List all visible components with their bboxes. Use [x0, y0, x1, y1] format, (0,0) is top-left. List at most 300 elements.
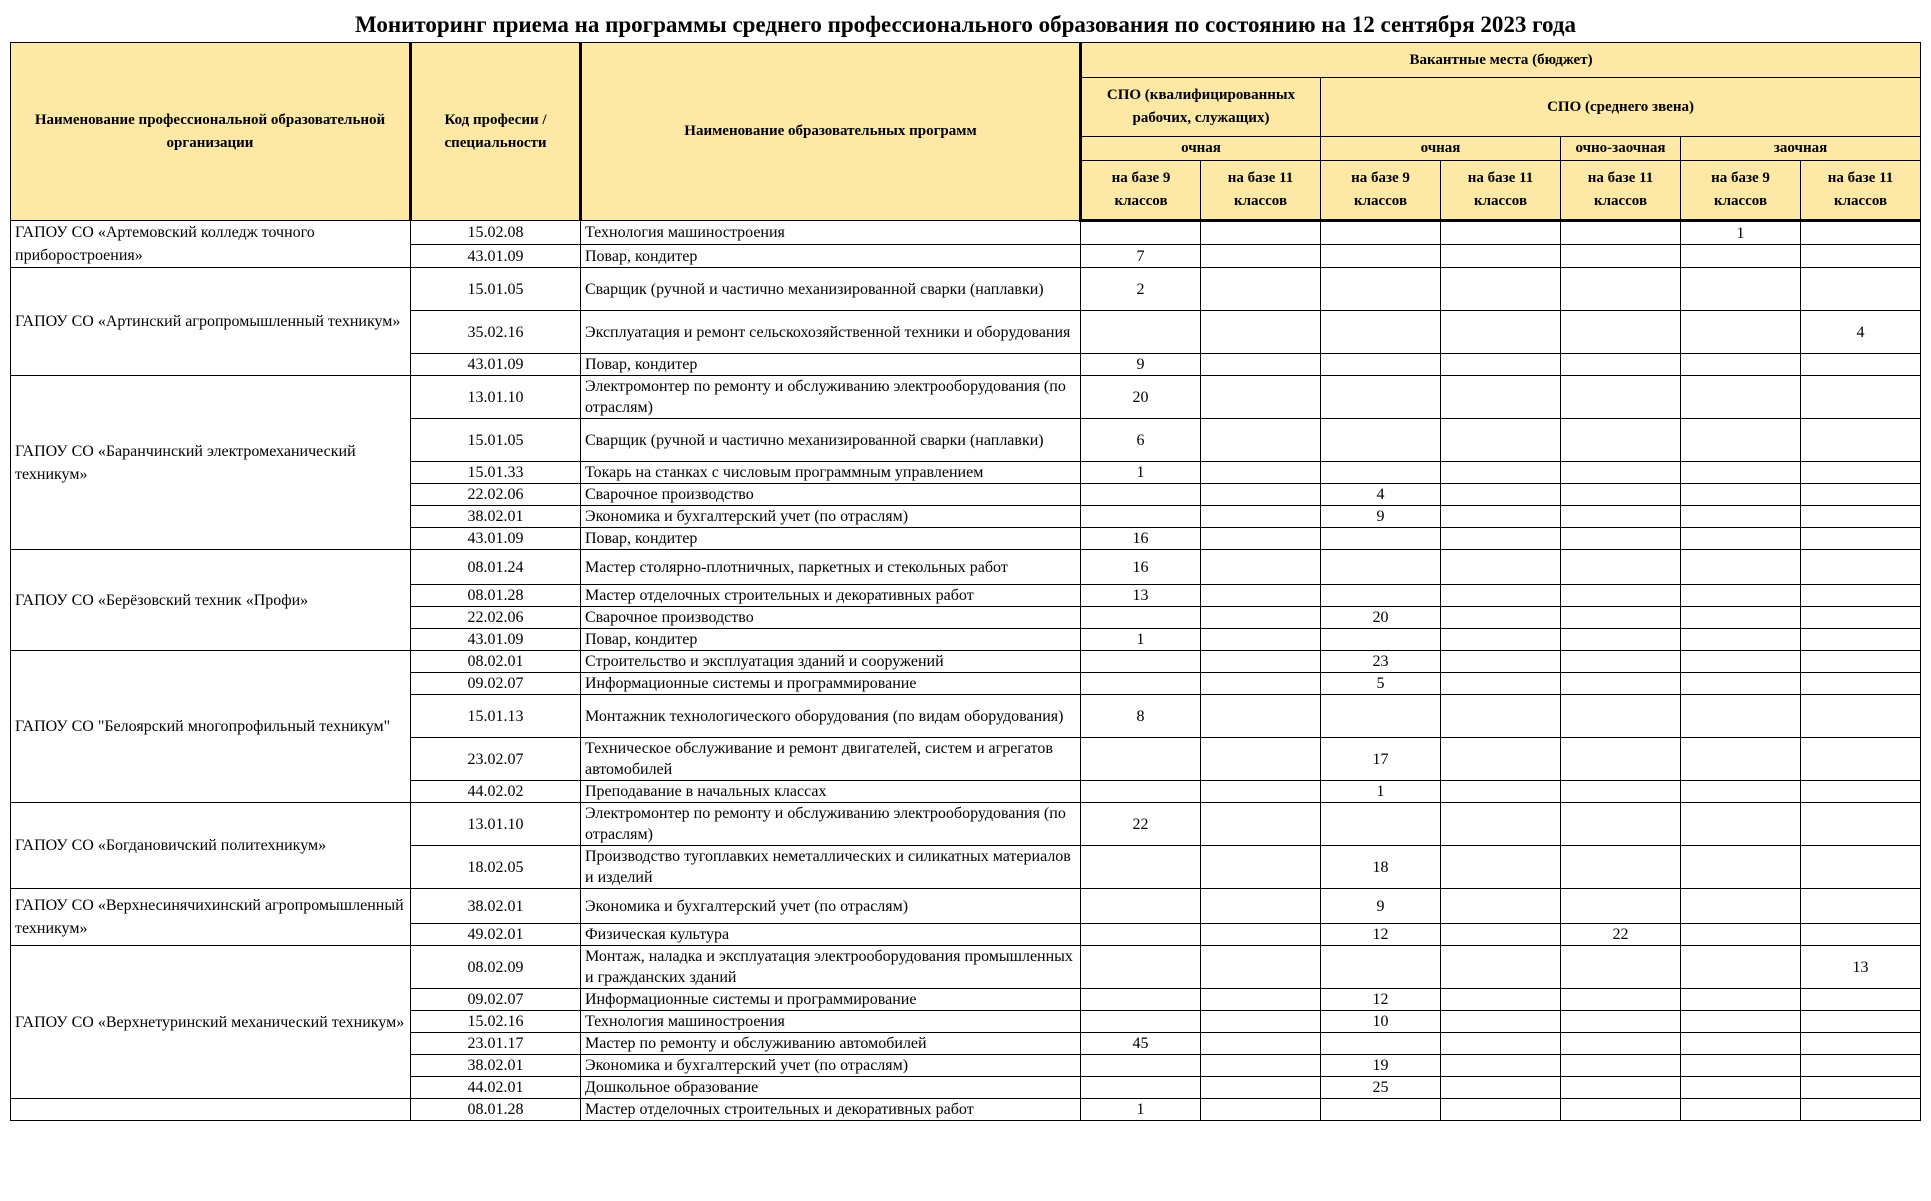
- vacancy-cell: [1321, 245, 1441, 268]
- vacancy-cell: [1681, 803, 1801, 846]
- vacancy-cell: [1561, 311, 1681, 354]
- vacancy-cell: [1081, 846, 1201, 889]
- vacancy-cell: [1561, 781, 1681, 803]
- program-cell: Сварочное производство: [581, 484, 1081, 506]
- vacancy-cell: [1201, 738, 1321, 781]
- vacancy-cell: [1081, 221, 1201, 245]
- vacancy-cell: [1201, 1011, 1321, 1033]
- vacancy-cell: [1321, 376, 1441, 419]
- org-name-cell: ГАПОУ СО «Баранчинский электромеханический техникум»: [11, 376, 411, 550]
- header-base9: на базе 9 классов: [1081, 161, 1201, 221]
- vacancy-cell: [1201, 695, 1321, 738]
- vacancy-cell: [1441, 311, 1561, 354]
- vacancy-cell: [1681, 1055, 1801, 1077]
- vacancy-cell: [1681, 245, 1801, 268]
- vacancy-cell: [1441, 924, 1561, 946]
- vacancy-cell: [1681, 268, 1801, 311]
- vacancy-cell: [1081, 889, 1201, 924]
- vacancy-cell: [1441, 1033, 1561, 1055]
- vacancy-cell: [1201, 629, 1321, 651]
- vacancy-cell: [1201, 1055, 1321, 1077]
- vacancy-cell: [1081, 1011, 1201, 1033]
- header-part-time: очно-заочная: [1561, 137, 1681, 161]
- vacancy-cell: [1081, 946, 1201, 989]
- vacancy-cell: [1681, 419, 1801, 462]
- vacancy-cell: [1441, 629, 1561, 651]
- vacancy-cell: [1681, 989, 1801, 1011]
- vacancy-cell: [1201, 607, 1321, 629]
- vacancy-cell: 18: [1321, 846, 1441, 889]
- vacancy-cell: [1081, 607, 1201, 629]
- header-full-time: очная: [1081, 137, 1321, 161]
- vacancy-cell: [1561, 846, 1681, 889]
- code-cell: 15.01.13: [411, 695, 581, 738]
- vacancy-cell: [1441, 1011, 1561, 1033]
- vacancy-cell: [1441, 607, 1561, 629]
- vacancy-cell: [1441, 550, 1561, 585]
- vacancy-cell: [1801, 1077, 1921, 1099]
- code-cell: 44.02.01: [411, 1077, 581, 1099]
- code-cell: 15.02.16: [411, 1011, 581, 1033]
- vacancy-cell: [1441, 268, 1561, 311]
- vacancy-cell: [1321, 221, 1441, 245]
- vacancy-cell: [1561, 695, 1681, 738]
- code-cell: 38.02.01: [411, 889, 581, 924]
- code-cell: 35.02.16: [411, 311, 581, 354]
- org-name-cell: ГАПОУ СО «Богдановичский политехникум»: [11, 803, 411, 889]
- program-cell: Монтажник технологического оборудования (по видам оборудования): [581, 695, 1081, 738]
- code-cell: 09.02.07: [411, 673, 581, 695]
- vacancy-cell: [1681, 1011, 1801, 1033]
- org-name-cell: ГАПОУ СО «Артинский агропромышленный техникум»: [11, 268, 411, 376]
- vacancy-cell: [1801, 585, 1921, 607]
- code-cell: 08.02.01: [411, 651, 581, 673]
- vacancy-cell: [1561, 629, 1681, 651]
- vacancy-cell: [1681, 1077, 1801, 1099]
- code-cell: 13.01.10: [411, 803, 581, 846]
- program-cell: Сварочное производство: [581, 607, 1081, 629]
- vacancy-cell: [1801, 528, 1921, 550]
- code-cell: 15.01.33: [411, 462, 581, 484]
- vacancy-cell: [1201, 1033, 1321, 1055]
- vacancy-cell: [1321, 695, 1441, 738]
- header-full-time-mid: очная: [1321, 137, 1561, 161]
- vacancy-cell: [1201, 989, 1321, 1011]
- vacancy-cell: [1681, 695, 1801, 738]
- program-cell: Экономика и бухгалтерский учет (по отраслям): [581, 889, 1081, 924]
- header-base9: на базе 9 классов: [1321, 161, 1441, 221]
- vacancy-cell: [1681, 550, 1801, 585]
- vacancy-cell: [1201, 550, 1321, 585]
- table-row: [11, 550, 1921, 585]
- vacancy-cell: [1801, 419, 1921, 462]
- program-cell: Экономика и бухгалтерский учет (по отраслям): [581, 1055, 1081, 1077]
- vacancy-cell: 5: [1321, 673, 1441, 695]
- vacancy-cell: [1441, 781, 1561, 803]
- header-code: Код професии / специальности: [411, 43, 581, 221]
- org-name-cell: ГАПОУ СО «Берёзовский техник «Профи»: [11, 550, 411, 651]
- vacancy-cell: [1681, 1099, 1801, 1121]
- vacancy-cell: [1681, 781, 1801, 803]
- program-cell: Информационные системы и программирование: [581, 989, 1081, 1011]
- vacancy-cell: 10: [1321, 1011, 1441, 1033]
- vacancy-cell: [1081, 1055, 1201, 1077]
- vacancy-cell: [1441, 506, 1561, 528]
- vacancy-cell: 9: [1321, 889, 1441, 924]
- vacancy-cell: [1561, 245, 1681, 268]
- vacancy-cell: [1561, 738, 1681, 781]
- vacancy-cell: [1441, 738, 1561, 781]
- vacancy-cell: [1081, 311, 1201, 354]
- vacancy-cell: [1201, 1099, 1321, 1121]
- program-cell: Физическая культура: [581, 924, 1081, 946]
- table-row: [11, 803, 1921, 846]
- code-cell: 22.02.06: [411, 607, 581, 629]
- vacancy-cell: [1441, 651, 1561, 673]
- vacancy-cell: [1561, 1055, 1681, 1077]
- vacancy-cell: [1081, 989, 1201, 1011]
- code-cell: 18.02.05: [411, 846, 581, 889]
- vacancy-cell: [1561, 1099, 1681, 1121]
- vacancy-cell: [1081, 484, 1201, 506]
- program-cell: Преподавание в начальных классах: [581, 781, 1081, 803]
- program-cell: Сварщик (ручной и частично механизированной сварки (наплавки): [581, 419, 1081, 462]
- header-extramural: заочная: [1681, 137, 1921, 161]
- vacancy-cell: [1801, 629, 1921, 651]
- header-spo-middle: СПО (среднего звена): [1321, 78, 1921, 137]
- vacancy-cell: [1201, 311, 1321, 354]
- program-cell: Технология машиностроения: [581, 221, 1081, 245]
- vacancy-cell: [1441, 989, 1561, 1011]
- code-cell: 08.01.24: [411, 550, 581, 585]
- vacancy-cell: [1801, 673, 1921, 695]
- vacancy-cell: [1801, 803, 1921, 846]
- program-cell: Производство тугоплавких неметаллических и силикатных материалов и изделий: [581, 846, 1081, 889]
- code-cell: 38.02.01: [411, 506, 581, 528]
- vacancy-cell: [1801, 846, 1921, 889]
- vacancy-cell: [1801, 550, 1921, 585]
- vacancy-cell: [1441, 354, 1561, 376]
- header-base9: на базе 9 классов: [1681, 161, 1801, 221]
- vacancy-cell: [1561, 376, 1681, 419]
- vacancy-cell: [1681, 528, 1801, 550]
- vacancy-cell: [1681, 738, 1801, 781]
- vacancy-cell: [1201, 245, 1321, 268]
- vacancy-cell: [1441, 946, 1561, 989]
- code-cell: 44.02.02: [411, 781, 581, 803]
- vacancy-cell: [1561, 989, 1681, 1011]
- vacancy-cell: [1081, 781, 1201, 803]
- vacancy-cell: 1: [1081, 462, 1201, 484]
- vacancy-cell: [1201, 946, 1321, 989]
- vacancy-cell: [1201, 781, 1321, 803]
- vacancy-cell: [1561, 1077, 1681, 1099]
- vacancy-cell: [1561, 607, 1681, 629]
- vacancy-cell: [1441, 1099, 1561, 1121]
- vacancy-cell: [1441, 673, 1561, 695]
- table-body: [11, 221, 1921, 1121]
- monitoring-table: [10, 42, 1921, 1121]
- program-cell: Токарь на станках с числовым программным управлением: [581, 462, 1081, 484]
- vacancy-cell: [1681, 673, 1801, 695]
- vacancy-cell: [1201, 506, 1321, 528]
- code-cell: 09.02.07: [411, 989, 581, 1011]
- vacancy-cell: 19: [1321, 1055, 1441, 1077]
- vacancy-cell: [1561, 419, 1681, 462]
- header-base11: на базе 11 классов: [1441, 161, 1561, 221]
- program-cell: Монтаж, наладка и эксплуатация электрооборудования промышленных и гражданских зданий: [581, 946, 1081, 989]
- org-name-cell: [11, 1099, 411, 1121]
- vacancy-cell: [1681, 506, 1801, 528]
- code-cell: 13.01.10: [411, 376, 581, 419]
- code-cell: 43.01.09: [411, 629, 581, 651]
- vacancy-cell: [1201, 585, 1321, 607]
- vacancy-cell: [1801, 651, 1921, 673]
- vacancy-cell: 12: [1321, 989, 1441, 1011]
- vacancy-cell: [1801, 376, 1921, 419]
- code-cell: 15.01.05: [411, 419, 581, 462]
- vacancy-cell: [1441, 1077, 1561, 1099]
- vacancy-cell: [1441, 221, 1561, 245]
- org-name-cell: ГАПОУ СО "Белоярский многопрофильный техникум": [11, 651, 411, 803]
- vacancy-cell: [1321, 419, 1441, 462]
- vacancy-cell: [1441, 585, 1561, 607]
- program-cell: Повар, кондитер: [581, 354, 1081, 376]
- vacancy-cell: [1681, 484, 1801, 506]
- program-cell: Повар, кондитер: [581, 629, 1081, 651]
- org-name-cell: ГАПОУ СО «Верхнесинячихинский агропромышленный техникум»: [11, 889, 411, 946]
- code-cell: 38.02.01: [411, 1055, 581, 1077]
- vacancy-cell: 7: [1081, 245, 1201, 268]
- page-title: Мониторинг приема на программы среднего профессионального образования по состоянию на 12 сентября 2023 года: [354, 12, 1577, 37]
- vacancy-cell: 2: [1081, 268, 1201, 311]
- vacancy-cell: 45: [1081, 1033, 1201, 1055]
- code-cell: 43.01.09: [411, 354, 581, 376]
- header-vacant: Вакантные места (бюджет): [1081, 43, 1921, 78]
- vacancy-cell: 22: [1561, 924, 1681, 946]
- vacancy-cell: [1801, 1011, 1921, 1033]
- vacancy-cell: [1561, 803, 1681, 846]
- vacancy-cell: [1201, 484, 1321, 506]
- header-base11: на базе 11 классов: [1561, 161, 1681, 221]
- vacancy-cell: [1561, 462, 1681, 484]
- vacancy-cell: [1801, 695, 1921, 738]
- vacancy-cell: [1561, 651, 1681, 673]
- header-spo-qualified: СПО (квалифицированных рабочих, служащих): [1081, 78, 1321, 137]
- vacancy-cell: [1201, 376, 1321, 419]
- vacancy-cell: [1321, 1033, 1441, 1055]
- vacancy-cell: [1201, 889, 1321, 924]
- vacancy-cell: [1441, 1055, 1561, 1077]
- code-cell: 23.01.17: [411, 1033, 581, 1055]
- vacancy-cell: [1201, 528, 1321, 550]
- program-cell: Повар, кондитер: [581, 245, 1081, 268]
- vacancy-cell: [1081, 673, 1201, 695]
- vacancy-cell: [1561, 221, 1681, 245]
- vacancy-cell: 9: [1321, 506, 1441, 528]
- vacancy-cell: [1081, 738, 1201, 781]
- vacancy-cell: [1801, 245, 1921, 268]
- header-base11: на базе 11 классов: [1201, 161, 1321, 221]
- program-cell: Повар, кондитер: [581, 528, 1081, 550]
- code-cell: 08.01.28: [411, 1099, 581, 1121]
- vacancy-cell: 1: [1081, 1099, 1201, 1121]
- table-row: [11, 946, 1921, 989]
- vacancy-cell: 22: [1081, 803, 1201, 846]
- table-row: [11, 651, 1921, 673]
- vacancy-cell: [1801, 1055, 1921, 1077]
- vacancy-cell: [1801, 221, 1921, 245]
- vacancy-cell: [1561, 1011, 1681, 1033]
- table-row: [11, 889, 1921, 924]
- vacancy-cell: [1201, 419, 1321, 462]
- program-cell: Электромонтер по ремонту и обслуживанию электрооборудования (по отраслям): [581, 376, 1081, 419]
- code-cell: 15.01.05: [411, 268, 581, 311]
- vacancy-cell: [1441, 803, 1561, 846]
- program-cell: Информационные системы и программирование: [581, 673, 1081, 695]
- vacancy-cell: [1441, 245, 1561, 268]
- vacancy-cell: [1321, 550, 1441, 585]
- vacancy-cell: [1801, 738, 1921, 781]
- vacancy-cell: [1081, 1077, 1201, 1099]
- vacancy-cell: [1561, 354, 1681, 376]
- program-cell: Электромонтер по ремонту и обслуживанию электрооборудования (по отраслям): [581, 803, 1081, 846]
- table-row: [11, 1099, 1921, 1121]
- vacancy-cell: [1321, 803, 1441, 846]
- vacancy-cell: [1801, 268, 1921, 311]
- vacancy-cell: 8: [1081, 695, 1201, 738]
- vacancy-cell: [1441, 376, 1561, 419]
- vacancy-cell: 13: [1081, 585, 1201, 607]
- code-cell: 22.02.06: [411, 484, 581, 506]
- vacancy-cell: [1201, 803, 1321, 846]
- program-cell: Экономика и бухгалтерский учет (по отраслям): [581, 506, 1081, 528]
- header-base11: на базе 11 классов: [1801, 161, 1921, 221]
- vacancy-cell: [1801, 354, 1921, 376]
- vacancy-cell: [1561, 1033, 1681, 1055]
- vacancy-cell: [1441, 462, 1561, 484]
- vacancy-cell: [1801, 1033, 1921, 1055]
- program-cell: Мастер столярно-плотничных, паркетных и стекольных работ: [581, 550, 1081, 585]
- vacancy-cell: [1681, 924, 1801, 946]
- vacancy-cell: 13: [1801, 946, 1921, 989]
- vacancy-cell: 16: [1081, 528, 1201, 550]
- org-name-cell: ГАПОУ СО «Верхнетуринский механический техникум»: [11, 946, 411, 1099]
- vacancy-cell: [1801, 607, 1921, 629]
- table-row: [11, 221, 1921, 245]
- vacancy-cell: [1801, 989, 1921, 1011]
- vacancy-cell: [1081, 651, 1201, 673]
- vacancy-cell: [1321, 946, 1441, 989]
- vacancy-cell: [1201, 268, 1321, 311]
- vacancy-cell: 1: [1681, 221, 1801, 245]
- table-row: [11, 376, 1921, 419]
- vacancy-cell: [1561, 673, 1681, 695]
- vacancy-cell: [1681, 376, 1801, 419]
- vacancy-cell: [1201, 221, 1321, 245]
- vacancy-cell: [1681, 629, 1801, 651]
- vacancy-cell: 9: [1081, 354, 1201, 376]
- code-cell: 15.02.08: [411, 221, 581, 245]
- vacancy-cell: [1681, 607, 1801, 629]
- vacancy-cell: [1561, 889, 1681, 924]
- vacancy-cell: 16: [1081, 550, 1201, 585]
- vacancy-cell: [1681, 889, 1801, 924]
- program-cell: Технология машиностроения: [581, 1011, 1081, 1033]
- vacancy-cell: [1801, 1099, 1921, 1121]
- program-cell: Техническое обслуживание и ремонт двигателей, систем и агрегатов автомобилей: [581, 738, 1081, 781]
- table-row: [11, 268, 1921, 311]
- vacancy-cell: [1561, 506, 1681, 528]
- vacancy-cell: [1201, 354, 1321, 376]
- vacancy-cell: [1321, 268, 1441, 311]
- vacancy-cell: [1201, 673, 1321, 695]
- vacancy-cell: 20: [1321, 607, 1441, 629]
- vacancy-cell: [1201, 651, 1321, 673]
- vacancy-cell: 4: [1801, 311, 1921, 354]
- vacancy-cell: [1561, 484, 1681, 506]
- vacancy-cell: 4: [1321, 484, 1441, 506]
- vacancy-cell: [1321, 528, 1441, 550]
- vacancy-cell: [1561, 550, 1681, 585]
- vacancy-cell: [1681, 651, 1801, 673]
- vacancy-cell: [1801, 781, 1921, 803]
- header-program: Наименование образовательных программ: [581, 43, 1081, 221]
- vacancy-cell: [1321, 629, 1441, 651]
- program-cell: Сварщик (ручной и частично механизированной сварки (наплавки): [581, 268, 1081, 311]
- vacancy-cell: [1561, 528, 1681, 550]
- program-cell: Строительство и эксплуатация зданий и сооружений: [581, 651, 1081, 673]
- org-name-cell: ГАПОУ СО «Артемовский колледж точного приборостроения»: [11, 221, 411, 268]
- vacancy-cell: [1801, 462, 1921, 484]
- vacancy-cell: [1801, 506, 1921, 528]
- vacancy-cell: [1561, 946, 1681, 989]
- vacancy-cell: 17: [1321, 738, 1441, 781]
- program-cell: Эксплуатация и ремонт сельскохозяйственной техники и оборудования: [581, 311, 1081, 354]
- vacancy-cell: 1: [1081, 629, 1201, 651]
- vacancy-cell: [1321, 1099, 1441, 1121]
- vacancy-cell: [1201, 846, 1321, 889]
- vacancy-cell: [1201, 462, 1321, 484]
- vacancy-cell: [1441, 889, 1561, 924]
- vacancy-cell: [1681, 585, 1801, 607]
- vacancy-cell: [1081, 924, 1201, 946]
- vacancy-cell: [1321, 354, 1441, 376]
- vacancy-cell: [1441, 695, 1561, 738]
- vacancy-cell: [1441, 419, 1561, 462]
- vacancy-cell: [1801, 889, 1921, 924]
- vacancy-cell: [1681, 946, 1801, 989]
- vacancy-cell: [1441, 846, 1561, 889]
- vacancy-cell: [1321, 585, 1441, 607]
- code-cell: 08.02.09: [411, 946, 581, 989]
- vacancy-cell: 1: [1321, 781, 1441, 803]
- program-cell: Мастер отделочных строительных и декоративных работ: [581, 1099, 1081, 1121]
- vacancy-cell: [1681, 846, 1801, 889]
- code-cell: 43.01.09: [411, 245, 581, 268]
- vacancy-cell: [1681, 462, 1801, 484]
- vacancy-cell: [1561, 585, 1681, 607]
- code-cell: 43.01.09: [411, 528, 581, 550]
- program-cell: Мастер отделочных строительных и декоративных работ: [581, 585, 1081, 607]
- vacancy-cell: [1441, 484, 1561, 506]
- vacancy-cell: [1321, 311, 1441, 354]
- header-org: Наименование профессиональной образовательной организации: [11, 43, 411, 221]
- vacancy-cell: [1081, 506, 1201, 528]
- vacancy-cell: 23: [1321, 651, 1441, 673]
- program-cell: Дошкольное образование: [581, 1077, 1081, 1099]
- vacancy-cell: [1801, 924, 1921, 946]
